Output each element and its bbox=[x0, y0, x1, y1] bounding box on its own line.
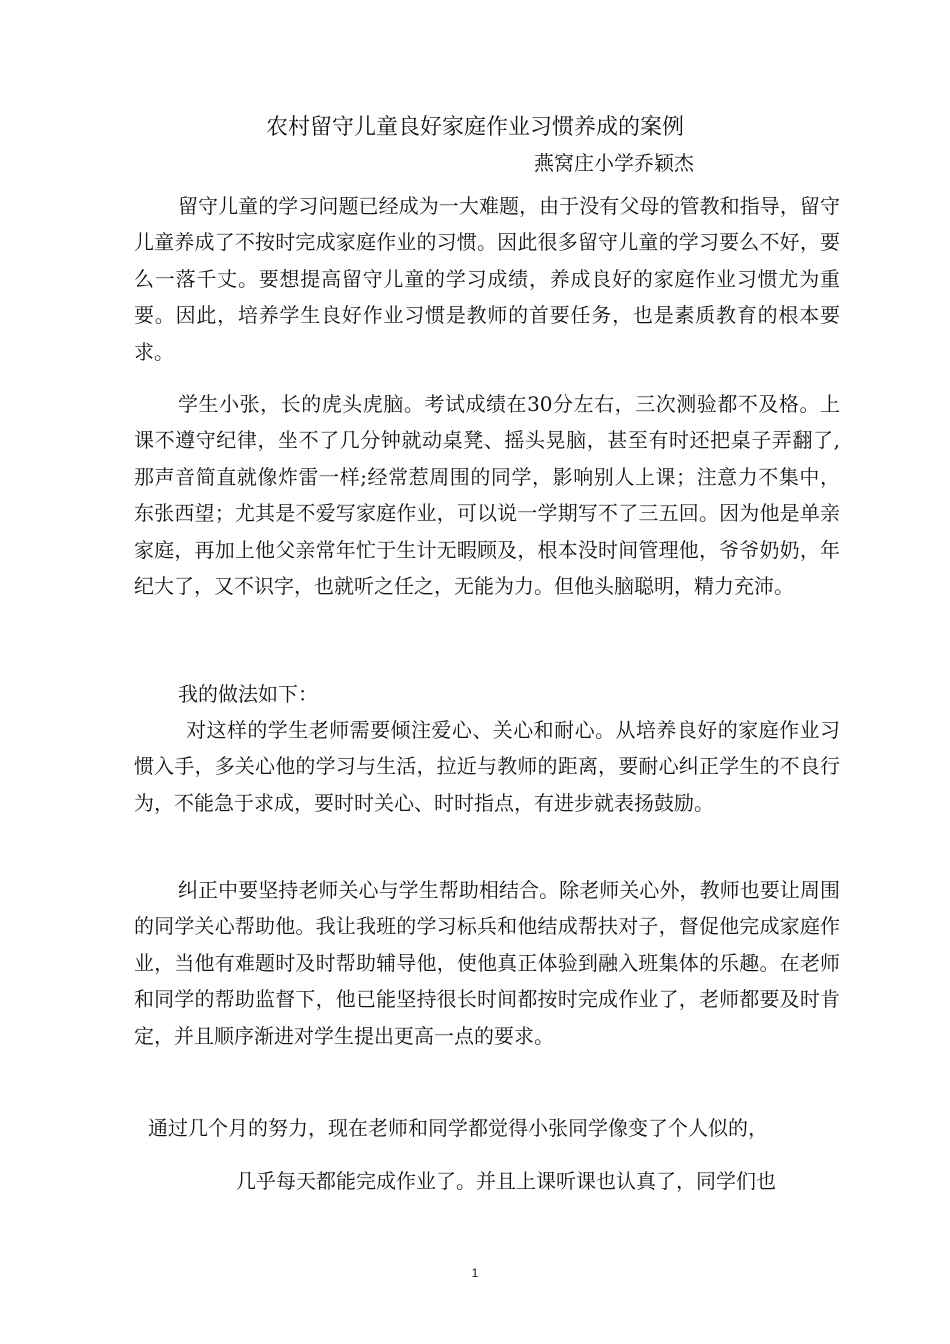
page-number: 1 bbox=[471, 1266, 479, 1280]
paragraph: 纠正中要坚持老师关心与学生帮助相结合。除老师关心外，教师也要让周围的同学关心帮助他。我让我班的学习标兵和他结成帮扶对子，督促他完成家庭作业，当他有难题时及时帮助辅导他，使他真正体验到融入班集体的乐趣。在老师和同学的帮助监督下，他已能坚持很长时间都按时完成作业了，老师都要及时肯定，并且顺序渐进对学生提出更高一点的要求。 bbox=[134, 878, 840, 1048]
paragraph: 对这样的学生老师需要倾注爱心、关心和耐心。从培养良好的家庭作业习惯入手，多关心他的学习与生活，拉近与教师的距离，要耐心纠正学生的不良行为，不能急于求成，要时时关心、时时指点，有进步就表扬鼓励。 bbox=[134, 718, 840, 815]
paragraph: 我的做法如下： bbox=[178, 682, 318, 706]
paragraph: 留守儿童的学习问题已经成为一大难题，由于没有父母的管教和指导，留守儿童养成了不按时完成家庭作业的习惯。因此很多留守儿童的学习要么不好，要么一落千丈。要想提高留守儿童的学习成绩，养成良好的家庭作业习惯尤为重要。因此，培养学生良好作业习惯是教师的首要任务，也是素质教育的根本要求。 bbox=[134, 194, 840, 364]
document-author: 燕窝庄小学乔颖杰 bbox=[534, 151, 694, 175]
paragraph: 通过几个月的努力，现在老师和同学都觉得小张同学像变了个人似的， bbox=[148, 1116, 768, 1140]
paragraph: 学生小张，长的虎头虎脑。考试成绩在30分左右，三次测验都不及格。上课不遵守纪律，坐不了几分钟就动桌凳、摇头晃脑，甚至有时还把桌子弄翻了,那声音简直就像炸雷一样;经常惹周围的同学，影响别人上课；注意力不集中，东张西望；尤其是不爱写家庭作业，可以说一学期写不了三五回。因为他是单亲家庭，再加上他父亲常年忙于生计无暇顾及，根本没时间管理他，爷爷奶奶，年纪大了，又不识字，也就听之任之，无能为力。但他头脑聪明，精力充沛。 bbox=[134, 392, 840, 599]
document-title: 农村留守儿童良好家庭作业习惯养成的案例 bbox=[265, 115, 684, 140]
paragraph: 几乎每天都能完成作业了。并且上课听课也认真了，同学们也 bbox=[236, 1169, 776, 1193]
